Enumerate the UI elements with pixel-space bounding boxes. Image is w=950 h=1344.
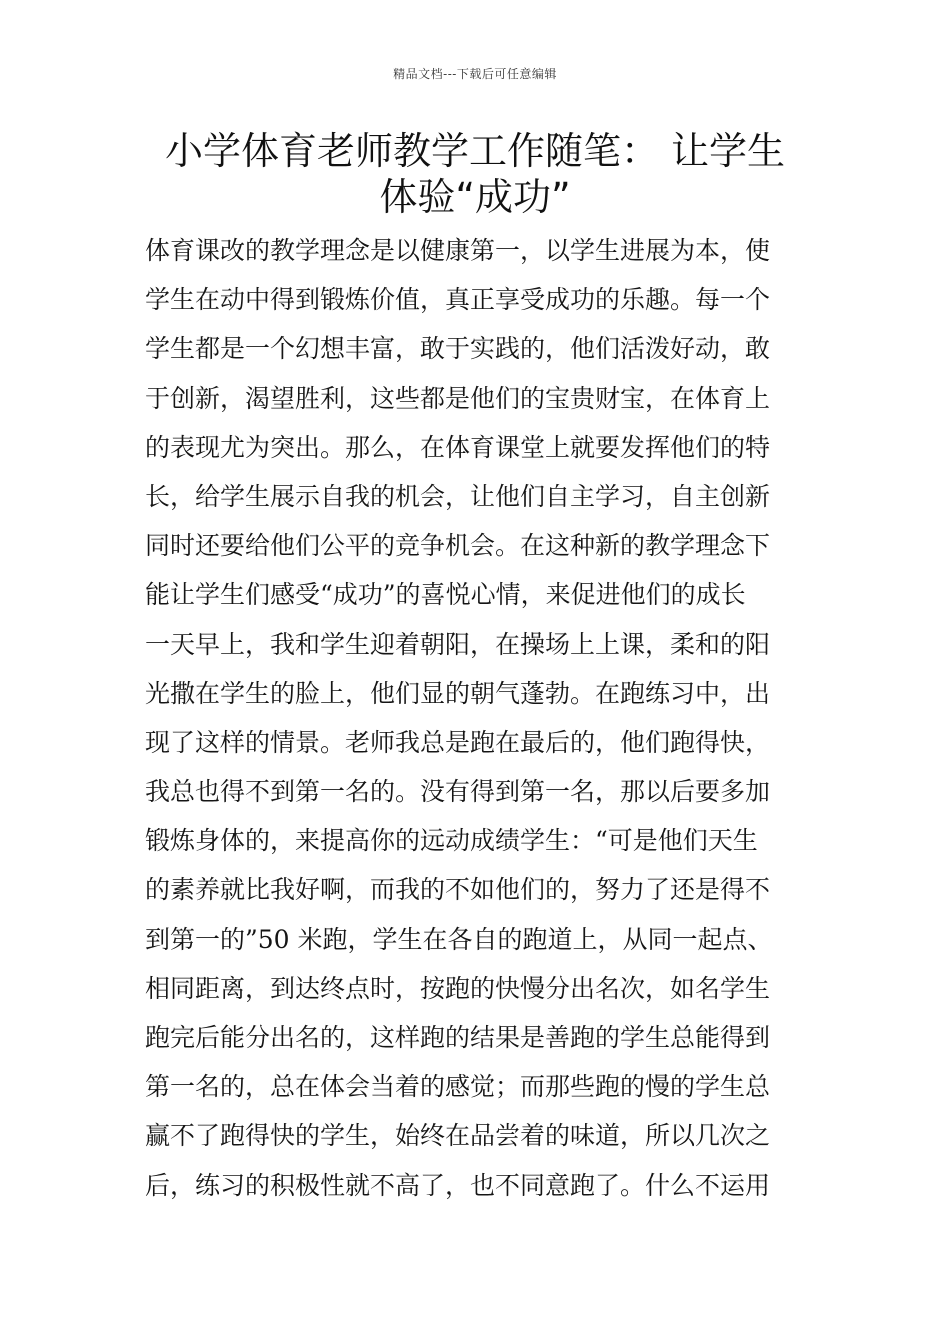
text-line: 同时还要给他们公平的竞争机会。在这种新的教学理念下 <box>145 531 771 561</box>
text-line: 赢不了跑得快的学生，始终在品尝着的味道，所以几次之 <box>145 1121 771 1151</box>
text-line: 于创新，渴望胜利，这些都是他们的宝贵财宝，在体育上 <box>145 383 771 413</box>
text-line: 后，练习的积极性就不高了，也不同意跑了。什么不运用 <box>145 1170 771 1200</box>
title-line-2: 体验“成功” <box>379 175 571 219</box>
text-line: 第一名的，总在体会当着的感觉；而那些跑的慢的学生总 <box>145 1072 771 1102</box>
text-line: 一天早上，我和学生迎着朝阳，在操场上上课，柔和的阳 <box>145 629 771 659</box>
header-note: 精品文档---下载后可任意编辑 <box>393 67 557 81</box>
text-line: 体育课改的教学理念是以健康第一，以学生进展为本，使 <box>145 236 771 265</box>
text-line: 学生在动中得到锻炼价值，真正享受成功的乐趣。每一个 <box>145 285 771 315</box>
text-line: 学生都是一个幻想丰富，敢于实践的，他们活泼好动，敢 <box>145 334 771 364</box>
title-line-1: 小学体育老师教学工作随笔： 让学生 <box>164 129 786 173</box>
page-title <box>120 128 830 220</box>
text-line: 现了这样的情景。老师我总是跑在最后的，他们跑得快， <box>145 727 771 757</box>
text-line: 的表现尤为突出。那么，在体育课堂上就要发挥他们的特 <box>145 432 771 462</box>
text-line: 长，给学生展示自我的机会，让他们自主学习，自主创新 <box>145 481 771 511</box>
text-line: 的素养就比我好啊，而我的不如他们的，努力了还是得不 <box>145 875 771 905</box>
text-line: 跑完后能分出名的，这样跑的结果是善跑的学生总能得到 <box>145 1023 771 1052</box>
text-line: 我总也得不到第一名的。没有得到第一名，那以后要多加 <box>145 777 771 807</box>
text-line: 光撒在学生的脸上，他们显的朝气蓬勃。在跑练习中，出 <box>145 678 771 708</box>
text-line: 能让学生们感受“成功”的喜悦心情，来促进他们的成长 <box>145 580 746 610</box>
text-line: 相同距离，到达终点时，按跑的快慢分出名次，如名学生 <box>145 973 771 1003</box>
body-paragraph <box>145 226 825 1210</box>
text-line: 锻炼身体的，来提高你的远动成绩学生：“可是他们天生 <box>145 826 758 856</box>
text-line: 到第一的”50 米跑，学生在各自的跑道上，从同一起点、 <box>145 924 773 954</box>
